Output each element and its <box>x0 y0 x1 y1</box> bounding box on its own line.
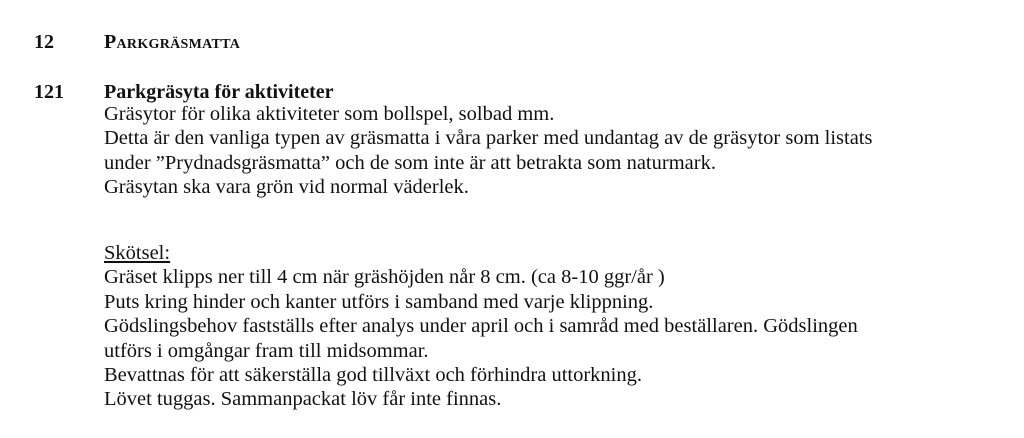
care-block <box>104 241 1019 412</box>
care-line: utförs i omgångar fram till midsommar. <box>104 339 429 362</box>
description-line: Gräsytor för olika aktiviteter som bollspel, solbad mm. <box>104 103 555 125</box>
description-line: Gräsytan ska vara grön vid normal väderlek. <box>104 176 469 199</box>
description-line: under ”Prydnadsgräsmatta” och de som inte är att betrakta som naturmark. <box>104 151 716 174</box>
care-line: Gödslingsbehov fastställs efter analys under april och i samråd med beställaren. Gödslingen <box>104 315 858 338</box>
subsection-title: Parkgräsyta för aktiviteter <box>104 81 334 103</box>
care-line: Gräset klipps ner till 4 cm när gräshöjden når 8 cm. (ca 8-10 ggr/år ) <box>104 266 665 289</box>
section-number: 12 <box>34 31 54 53</box>
description-line: Detta är den vanliga typen av gräsmatta i våra parker med undantag av de gräsytor som listats <box>104 127 873 150</box>
description-block <box>104 102 1019 200</box>
care-line: Puts kring hinder och kanter utförs i samband med varje klippning. <box>104 290 654 313</box>
care-line: Lövet tuggas. Sammanpackat löv får inte finnas. <box>104 388 502 411</box>
care-line: Bevattnas för att säkerställa god tillväxt och förhindra uttorkning. <box>104 364 642 387</box>
subsection-number: 121 <box>34 81 64 103</box>
section-title: Parkgräsmatta <box>104 31 241 53</box>
care-heading: Skötsel: <box>104 242 171 264</box>
